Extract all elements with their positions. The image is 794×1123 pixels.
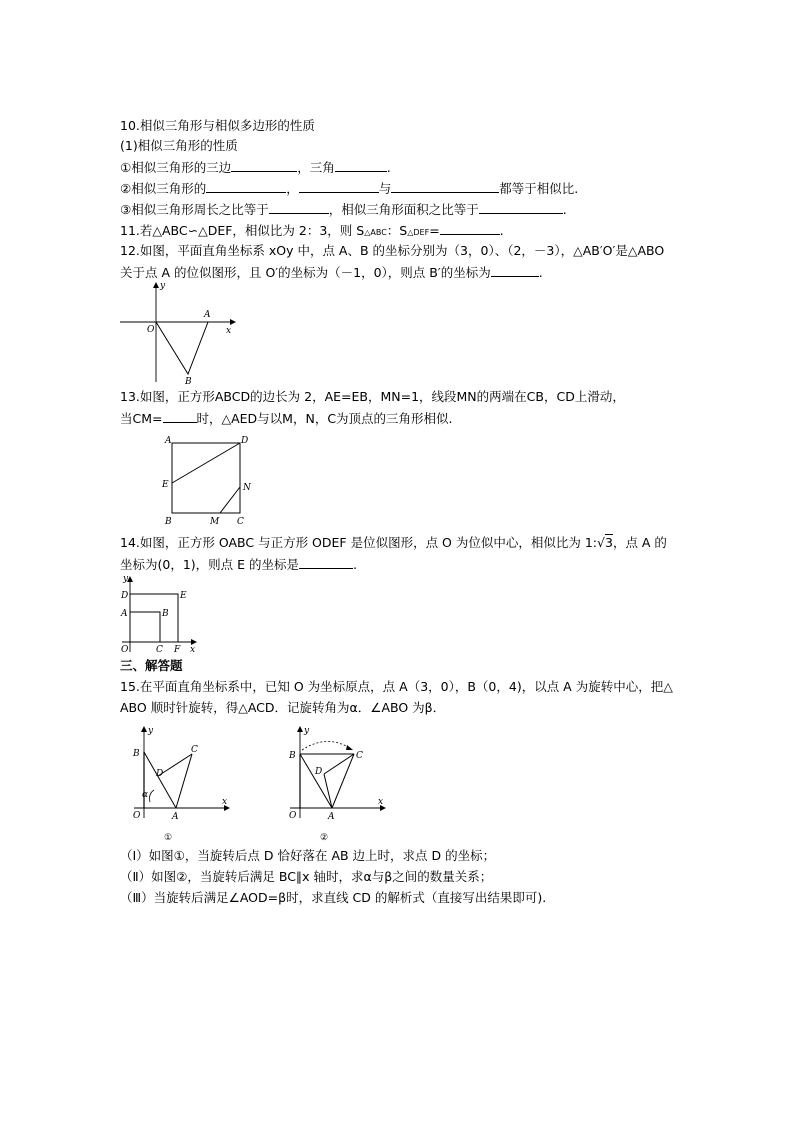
question-15-part-1: （Ⅰ）如图①，当旋转后点 D 恰好落在 AB 边上时，求点 D 的坐标；: [120, 848, 496, 863]
x-axis-label: x: [378, 797, 384, 807]
point-label-o: O: [133, 811, 141, 821]
answer-blank[interactable]: [440, 221, 500, 235]
point-label-b: B: [185, 377, 192, 386]
point-label-d: D: [156, 769, 164, 779]
section-10-subtitle: (1)相似三角形的性质: [120, 138, 238, 153]
x-axis-label: x: [190, 645, 196, 655]
point-label-c: C: [237, 517, 244, 527]
answer-blank[interactable]: [491, 263, 539, 277]
figure-number-2: ②: [320, 833, 329, 843]
answer-blank[interactable]: [335, 158, 387, 172]
answer-blank[interactable]: [231, 158, 297, 172]
question-15-figure-2: [284, 724, 390, 848]
point-label-a: A: [328, 812, 335, 822]
point-label-b: B: [165, 517, 172, 527]
point-label-a: A: [121, 609, 128, 619]
point-label-a: A: [165, 436, 172, 446]
point-label-d: D: [315, 767, 323, 777]
figure-number-1: ①: [164, 833, 173, 843]
question-11: 11.若△ABC∽△DEF，相似比为 2：3，则 S△ABC：S△DEF= .: [120, 223, 504, 238]
question-15-part-3: （Ⅲ）当旋转后满足∠AOD=β时，求直线 CD 的解析式（直接写出结果即可).: [120, 890, 547, 905]
point-label-a: A: [172, 812, 179, 822]
point-label-c: C: [356, 751, 363, 761]
answer-blank[interactable]: [163, 409, 197, 423]
property-item-1: ①相似三角形的三边 ，三角 .: [120, 160, 391, 175]
section-10-title: 10.相似三角形与相似多边形的性质: [120, 118, 315, 133]
question-14-figure: [118, 572, 200, 656]
point-label-d: D: [241, 436, 249, 446]
question-15-part-2: （Ⅱ）如图②，当旋转后满足 BC∥x 轴时，求α与β之间的数量关系；: [120, 869, 493, 884]
sqrt-radicand: 3: [604, 535, 613, 550]
point-label-b: B: [162, 609, 169, 619]
point-label-a: A: [204, 310, 211, 320]
y-axis-label: y: [123, 574, 129, 584]
point-label-f: F: [174, 645, 181, 655]
point-label-d: D: [121, 591, 129, 601]
question-13-line-2: 当CM= 时，△AED与以M，N，C为顶点的三角形相似.: [120, 411, 453, 426]
question-15-line-1: 15.在平面直角坐标系中，已知 O 为坐标原点，点 A（3，0），B（0，4)，以点 A 为旋转中心，把△: [120, 679, 673, 694]
point-label-o: O: [289, 811, 297, 821]
point-label-o: O: [121, 645, 129, 655]
point-label-o: O: [147, 325, 155, 335]
section-3-title: 三、解答题: [120, 658, 183, 673]
point-label-b: B: [133, 749, 140, 759]
question-14-line-1: 14.如图，正方形 OABC 与正方形 ODEF 是位似图形，点 O 为位似中心，相似比为 1:√3，点 A 的: [120, 535, 667, 550]
question-12-figure: [118, 280, 238, 386]
sqrt-sign: √: [597, 535, 605, 550]
answer-blank[interactable]: [269, 200, 329, 214]
point-label-c: C: [191, 745, 198, 755]
question-12-line-2: 关于点 A 的位似图形，且 O′的坐标为（－1，0），则点 B′的坐标为 .: [120, 265, 543, 280]
answer-blank[interactable]: [391, 179, 499, 193]
question-12-line-1: 12.如图，平面直角坐标系 xOy 中，点 A、B 的坐标分别为（3，0）、（2，－3），△AB′O′是△ABO: [120, 243, 665, 258]
angle-label-alpha: α: [142, 790, 149, 800]
x-axis-label: x: [226, 326, 232, 336]
point-label-m: M: [210, 517, 220, 527]
x-axis-label: x: [222, 797, 228, 807]
point-label-n: N: [243, 483, 251, 493]
point-label-b: B: [289, 751, 296, 761]
point-label-e: E: [180, 591, 187, 601]
question-13-figure: [160, 432, 260, 528]
y-axis-label: y: [148, 726, 154, 736]
answer-blank[interactable]: [299, 555, 353, 569]
property-item-2: ②相似三角形的 ， 与 都等于相似比.: [120, 181, 579, 196]
question-14-line-2: 坐标为(0，1)，则点 E 的坐标是 .: [120, 557, 357, 572]
answer-blank[interactable]: [299, 179, 379, 193]
question-15-line-2: ABO 顺时针旋转，得△ACD．记旋转角为α．∠ABO 为β．: [120, 700, 446, 715]
property-item-3: ③相似三角形周长之比等于 ，相似三角形面积之比等于 .: [120, 202, 567, 217]
point-label-e: E: [162, 480, 169, 490]
y-axis-label: y: [304, 726, 310, 736]
point-label-c: C: [156, 645, 163, 655]
question-15-figure-1: [128, 724, 234, 848]
y-axis-label: y: [160, 281, 166, 291]
answer-blank[interactable]: [206, 179, 286, 193]
answer-blank[interactable]: [479, 200, 563, 214]
question-13-line-1: 13.如图，正方形ABCD的边长为 2，AE=EB，MN=1，线段MN的两端在CB，CD上滑动，: [120, 389, 625, 404]
